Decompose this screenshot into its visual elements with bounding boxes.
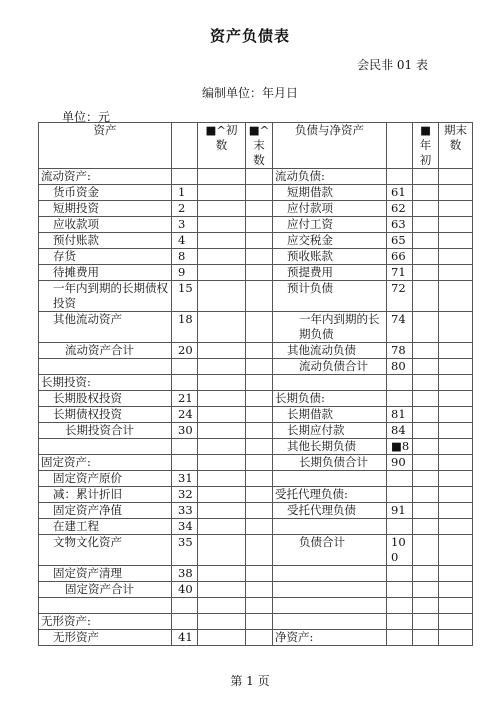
- liability-line-no: 91: [387, 503, 413, 519]
- table-row: [39, 535, 473, 566]
- asset-end-value: [246, 455, 273, 471]
- table-row: [39, 185, 473, 201]
- asset-end-value: [246, 201, 273, 217]
- asset-label: 应收款项: [39, 217, 172, 233]
- liability-end-value: [439, 391, 473, 407]
- liability-line-no: [387, 519, 413, 535]
- asset-label: 流动资产:: [39, 169, 172, 185]
- asset-label: 长期投资合计: [39, 423, 172, 439]
- liability-label: [273, 375, 387, 391]
- asset-label: 短期投资: [39, 201, 172, 217]
- liability-line-no: 100: [387, 535, 413, 566]
- table-row: [39, 265, 473, 281]
- asset-label: 长期股权投资: [39, 391, 172, 407]
- asset-label: 无形资产:: [39, 614, 172, 630]
- asset-label: 流动资产合计: [39, 343, 172, 359]
- liability-begin-value: [413, 391, 439, 407]
- asset-line-no: [172, 375, 198, 391]
- liability-begin-value: [413, 487, 439, 503]
- liability-end-value: [439, 614, 473, 630]
- asset-end-value: [246, 265, 273, 281]
- asset-line-no: 18: [172, 312, 198, 343]
- liability-line-no: [387, 582, 413, 598]
- asset-line-no: 3: [172, 217, 198, 233]
- liability-end-value: [439, 265, 473, 281]
- asset-begin-value: [198, 185, 246, 201]
- asset-begin-value: [198, 391, 246, 407]
- asset-end-value: [246, 630, 273, 646]
- table-row: [39, 423, 473, 439]
- asset-line-no: [172, 614, 198, 630]
- table-row: [39, 249, 473, 265]
- preparer-unit-date: 编制单位：年月日: [201, 86, 298, 100]
- liability-label: 长期负债合计: [273, 455, 387, 471]
- liability-label: 预计负债: [273, 281, 387, 312]
- liability-end-value: [439, 439, 473, 455]
- liability-line-no: 61: [387, 185, 413, 201]
- liability-line-no: 62: [387, 201, 413, 217]
- liability-end-value: [439, 312, 473, 343]
- asset-begin-value: [198, 359, 246, 375]
- liability-label: 流动负债:: [273, 169, 387, 185]
- liability-end-value: [439, 281, 473, 312]
- liability-begin-value: [413, 359, 439, 375]
- liability-label: [273, 566, 387, 582]
- liability-line-no: [387, 487, 413, 503]
- table-row: [39, 598, 473, 614]
- table-row: [39, 201, 473, 217]
- liability-label: 一年内到期的长期负债: [273, 312, 387, 343]
- liability-line-no: 80: [387, 359, 413, 375]
- asset-end-value: [246, 281, 273, 312]
- liability-label: 应付工资: [273, 217, 387, 233]
- asset-line-no: 41: [172, 630, 198, 646]
- liability-begin-value: [413, 519, 439, 535]
- table-row: [39, 217, 473, 233]
- liability-label: 长期借款: [273, 407, 387, 423]
- table-row: [39, 391, 473, 407]
- table-row: [39, 487, 473, 503]
- asset-label: 一年内到期的长期债权投资: [39, 281, 172, 312]
- table-row: [39, 630, 473, 646]
- liability-end-value: [439, 566, 473, 582]
- liability-label: [273, 614, 387, 630]
- asset-line-no: 35: [172, 535, 198, 566]
- header-row: [39, 123, 473, 169]
- asset-line-no: 2: [172, 201, 198, 217]
- page-title: 资产负债表: [209, 27, 290, 45]
- table-row: [39, 343, 473, 359]
- liability-label: [273, 598, 387, 614]
- liability-end-value: [439, 233, 473, 249]
- liability-line-no: [387, 391, 413, 407]
- liability-end-value: [439, 217, 473, 233]
- liability-line-no: [387, 169, 413, 185]
- asset-begin-value: [198, 535, 246, 566]
- asset-label: 无形资产: [39, 630, 172, 646]
- asset-end-value: [246, 503, 273, 519]
- liability-line-no: 84: [387, 423, 413, 439]
- liability-line-no: [387, 598, 413, 614]
- liability-begin-value: [413, 185, 439, 201]
- asset-line-no: 8: [172, 249, 198, 265]
- asset-label: [39, 598, 172, 614]
- asset-begin-value: [198, 201, 246, 217]
- asset-begin-value: [198, 217, 246, 233]
- asset-label: 固定资产:: [39, 455, 172, 471]
- table-row: [39, 233, 473, 249]
- asset-begin-value: [198, 519, 246, 535]
- liability-begin-value: [413, 407, 439, 423]
- asset-begin-value: [198, 407, 246, 423]
- asset-begin-value: [198, 312, 246, 343]
- liability-end-value: [439, 535, 473, 566]
- asset-end-value: [246, 598, 273, 614]
- table-row: [39, 566, 473, 582]
- liability-line-no: 81: [387, 407, 413, 423]
- liability-begin-value: [413, 375, 439, 391]
- liability-begin-value: [413, 249, 439, 265]
- liability-begin-value: [413, 233, 439, 249]
- header-end-b: 期末数: [439, 123, 473, 169]
- asset-line-no: [172, 598, 198, 614]
- liability-begin-value: [413, 566, 439, 582]
- asset-line-no: 33: [172, 503, 198, 519]
- asset-line-no: 34: [172, 519, 198, 535]
- asset-end-value: [246, 233, 273, 249]
- asset-end-value: [246, 185, 273, 201]
- liability-line-no: 78: [387, 343, 413, 359]
- asset-line-no: [172, 169, 198, 185]
- asset-end-value: [246, 391, 273, 407]
- asset-end-value: [246, 519, 273, 535]
- liability-label: 长期负债:: [273, 391, 387, 407]
- liability-end-value: [439, 423, 473, 439]
- liability-label: 净资产:: [273, 630, 387, 646]
- liability-begin-value: [413, 598, 439, 614]
- asset-end-value: [246, 471, 273, 487]
- liability-begin-value: [413, 423, 439, 439]
- page-number: 第 1 页: [230, 674, 270, 688]
- table-row: [39, 455, 473, 471]
- asset-label: 在建工程: [39, 519, 172, 535]
- liability-begin-value: [413, 614, 439, 630]
- asset-line-no: 40: [172, 582, 198, 598]
- asset-label: [39, 439, 172, 455]
- liability-line-no: 63: [387, 217, 413, 233]
- liability-end-value: [439, 201, 473, 217]
- liability-end-value: [439, 375, 473, 391]
- table-row: [39, 312, 473, 343]
- asset-begin-value: [198, 630, 246, 646]
- asset-end-value: [246, 343, 273, 359]
- asset-begin-value: [198, 455, 246, 471]
- liability-label: 长期应付款: [273, 423, 387, 439]
- table-row: [39, 359, 473, 375]
- liability-begin-value: [413, 439, 439, 455]
- liability-begin-value: [413, 169, 439, 185]
- liability-end-value: [439, 169, 473, 185]
- asset-begin-value: [198, 423, 246, 439]
- liability-begin-value: [413, 582, 439, 598]
- liability-label: 应交税金: [273, 233, 387, 249]
- liability-label: 其他流动负债: [273, 343, 387, 359]
- asset-end-value: [246, 439, 273, 455]
- asset-line-no: 30: [172, 423, 198, 439]
- asset-end-value: [246, 614, 273, 630]
- liability-label: 流动负债合计: [273, 359, 387, 375]
- liability-label: [273, 582, 387, 598]
- asset-line-no: 9: [172, 265, 198, 281]
- liability-label: [273, 519, 387, 535]
- asset-label: 减：累计折旧: [39, 487, 172, 503]
- asset-begin-value: [198, 582, 246, 598]
- asset-begin-value: [198, 598, 246, 614]
- asset-begin-value: [198, 233, 246, 249]
- liability-label: 负债合计: [273, 535, 387, 566]
- table-row: [39, 503, 473, 519]
- liability-label: 应付款项: [273, 201, 387, 217]
- asset-begin-value: [198, 614, 246, 630]
- liability-begin-value: [413, 630, 439, 646]
- liability-line-no: [387, 630, 413, 646]
- liability-end-value: [439, 487, 473, 503]
- asset-line-no: 32: [172, 487, 198, 503]
- liability-begin-value: [413, 312, 439, 343]
- balance-sheet-table: [38, 122, 473, 646]
- liability-label: 短期借款: [273, 185, 387, 201]
- asset-line-no: [172, 455, 198, 471]
- asset-line-no: 38: [172, 566, 198, 582]
- liability-line-no: 65: [387, 233, 413, 249]
- asset-begin-value: [198, 343, 246, 359]
- liability-begin-value: [413, 503, 439, 519]
- header-line-b: [387, 123, 413, 169]
- liability-begin-value: [413, 471, 439, 487]
- asset-end-value: [246, 359, 273, 375]
- liability-line-no: ■8: [387, 439, 413, 455]
- asset-begin-value: [198, 281, 246, 312]
- asset-line-no: [172, 359, 198, 375]
- asset-begin-value: [198, 487, 246, 503]
- currency-unit: 单位：元: [62, 110, 111, 124]
- asset-line-no: 24: [172, 407, 198, 423]
- table-row: [39, 407, 473, 423]
- header-liabilities: 负债与净资产: [273, 123, 387, 169]
- liability-end-value: [439, 455, 473, 471]
- liability-end-value: [439, 598, 473, 614]
- liability-end-value: [439, 407, 473, 423]
- asset-line-no: 15: [172, 281, 198, 312]
- liability-line-no: [387, 471, 413, 487]
- asset-label: 存货: [39, 249, 172, 265]
- liability-line-no: [387, 566, 413, 582]
- asset-begin-value: [198, 265, 246, 281]
- liability-end-value: [439, 471, 473, 487]
- table-row: [39, 169, 473, 185]
- liability-label: [273, 471, 387, 487]
- liability-end-value: [439, 582, 473, 598]
- liability-end-value: [439, 343, 473, 359]
- header-begin-a: ■^初数: [198, 123, 246, 169]
- table-row: [39, 281, 473, 312]
- asset-end-value: [246, 423, 273, 439]
- asset-label: 固定资产净值: [39, 503, 172, 519]
- asset-end-value: [246, 535, 273, 566]
- table-row: [39, 375, 473, 391]
- asset-label: [39, 359, 172, 375]
- table-row: [39, 519, 473, 535]
- asset-label: 固定资产原价: [39, 471, 172, 487]
- table-row: [39, 614, 473, 630]
- liability-line-no: 90: [387, 455, 413, 471]
- asset-line-no: 4: [172, 233, 198, 249]
- asset-line-no: 31: [172, 471, 198, 487]
- liability-begin-value: [413, 455, 439, 471]
- liability-begin-value: [413, 535, 439, 566]
- liability-begin-value: [413, 265, 439, 281]
- asset-end-value: [246, 582, 273, 598]
- asset-end-value: [246, 407, 273, 423]
- liability-line-no: 74: [387, 312, 413, 343]
- asset-begin-value: [198, 471, 246, 487]
- header-line-a: [172, 123, 198, 169]
- liability-label: 受托代理负债:: [273, 487, 387, 503]
- asset-begin-value: [198, 169, 246, 185]
- liability-begin-value: [413, 343, 439, 359]
- asset-label: 固定资产合计: [39, 582, 172, 598]
- liability-begin-value: [413, 281, 439, 312]
- asset-line-no: [172, 439, 198, 455]
- liability-line-no: [387, 614, 413, 630]
- liability-end-value: [439, 359, 473, 375]
- liability-label: 预收账款: [273, 249, 387, 265]
- asset-label: 长期债权投资: [39, 407, 172, 423]
- asset-end-value: [246, 487, 273, 503]
- liability-label: 预提费用: [273, 265, 387, 281]
- table-row: [39, 439, 473, 455]
- table-body: [39, 169, 473, 646]
- liability-line-no: 71: [387, 265, 413, 281]
- asset-end-value: [246, 566, 273, 582]
- table-row: [39, 582, 473, 598]
- asset-label: 长期投资:: [39, 375, 172, 391]
- liability-line-no: [387, 375, 413, 391]
- asset-begin-value: [198, 439, 246, 455]
- asset-end-value: [246, 249, 273, 265]
- asset-line-no: 1: [172, 185, 198, 201]
- asset-label: 预付账款: [39, 233, 172, 249]
- liability-end-value: [439, 185, 473, 201]
- liability-begin-value: [413, 201, 439, 217]
- asset-end-value: [246, 312, 273, 343]
- asset-label: 待摊费用: [39, 265, 172, 281]
- liability-begin-value: [413, 217, 439, 233]
- header-begin-b: ■年初: [413, 123, 439, 169]
- asset-end-value: [246, 217, 273, 233]
- asset-begin-value: [198, 503, 246, 519]
- liability-end-value: [439, 519, 473, 535]
- asset-line-no: 21: [172, 391, 198, 407]
- table-row: [39, 471, 473, 487]
- header-end-a: ■^末数: [246, 123, 273, 169]
- header-assets: 资产: [39, 123, 172, 169]
- asset-end-value: [246, 169, 273, 185]
- liability-end-value: [439, 249, 473, 265]
- liability-end-value: [439, 503, 473, 519]
- asset-label: 货币资金: [39, 185, 172, 201]
- asset-begin-value: [198, 375, 246, 391]
- asset-label: 文物文化资产: [39, 535, 172, 566]
- asset-label: 其他流动资产: [39, 312, 172, 343]
- asset-end-value: [246, 375, 273, 391]
- liability-end-value: [439, 630, 473, 646]
- liability-label: 其他长期负债: [273, 439, 387, 455]
- liability-line-no: 66: [387, 249, 413, 265]
- liability-line-no: 72: [387, 281, 413, 312]
- form-number: 会民非 01 表: [357, 58, 428, 72]
- asset-begin-value: [198, 566, 246, 582]
- asset-line-no: 20: [172, 343, 198, 359]
- asset-label: 固定资产清理: [39, 566, 172, 582]
- liability-label: 受托代理负债: [273, 503, 387, 519]
- asset-begin-value: [198, 249, 246, 265]
